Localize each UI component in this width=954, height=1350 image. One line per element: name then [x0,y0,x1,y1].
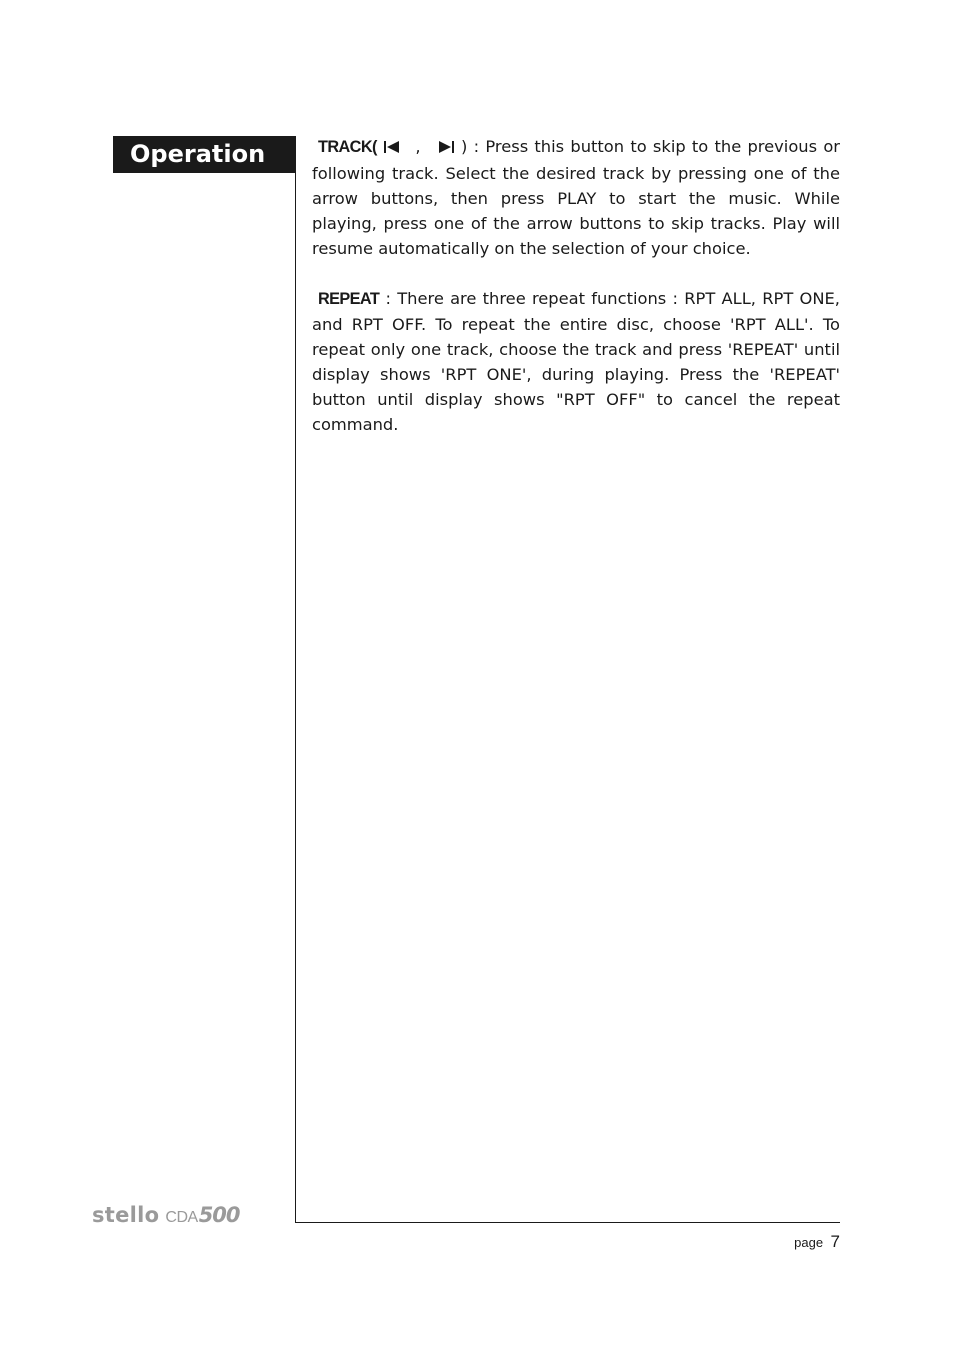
logo-brand: stello [92,1203,160,1227]
bottom-divider [295,1222,840,1223]
repeat-term: REPEAT [318,290,380,308]
track-separator: , [415,137,421,156]
skip-previous-icon [383,136,401,161]
track-description: : Press this button to skip to the previous or following track. Select the desired track by pressing one of the arrow buttons, then press PLAY to start the music. While playing, press one of the arrow buttons to skip tracks. Play will resume automatically on the selection of your choice. [312,137,840,258]
repeat-description: : There are three repeat functions : RPT ALL, RPT ONE, and RPT OFF. To repeat the entire disc, choose 'RPT ALL'. To repeat only one track, choose the track and press 'REPEAT' until display shows 'RPT ONE', during playing. Press the 'REPEAT' button until display shows "RPT OFF" to cancel the repeat command. [312,289,840,434]
track-term: TRACK( [318,138,377,156]
page-number [794,1232,840,1252]
page-label: page [794,1235,824,1250]
brand-logo [92,1203,240,1227]
logo-model-number: 500 [198,1203,240,1227]
repeat-paragraph [312,286,840,437]
vertical-divider [295,136,296,1223]
track-paragraph [312,134,840,261]
page-value: 7 [830,1232,840,1251]
logo-model: CDA [165,1209,198,1226]
content-body [312,134,840,462]
skip-next-icon [437,136,455,161]
track-close-paren: ) [461,137,468,156]
section-title: Operation [113,136,296,173]
